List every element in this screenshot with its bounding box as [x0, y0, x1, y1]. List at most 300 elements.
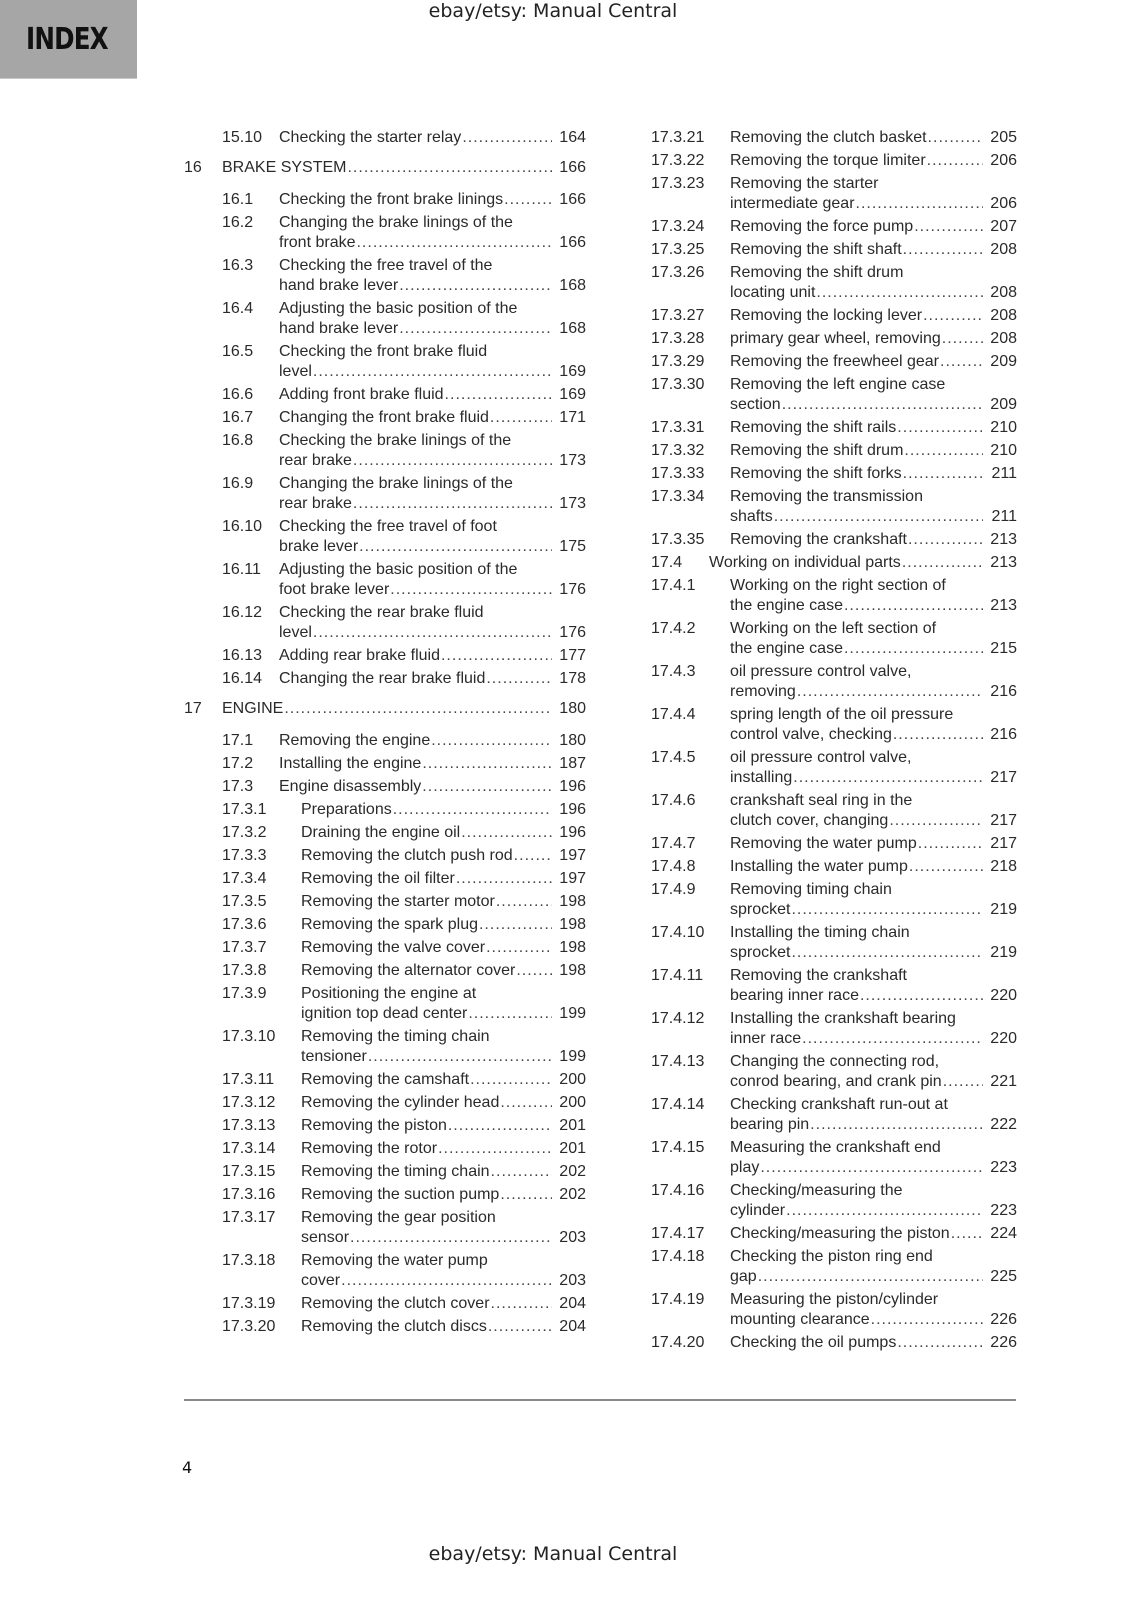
toc-entry[interactable] [184, 1317, 586, 1337]
toc-entry[interactable] [184, 846, 586, 866]
toc-entry-number: 17.4.15 [651, 1139, 705, 1156]
toc-entry-title: Changing the rear brake fluid [279, 670, 486, 687]
toc-entry[interactable] [651, 352, 1017, 372]
toc-entry[interactable] [651, 1247, 1017, 1287]
toc-entry-page: 223 [990, 1202, 1017, 1219]
toc-entry-number: 17.3.22 [651, 152, 705, 169]
toc-entry-title: Changing the front brake fluid [279, 409, 489, 426]
toc-entry-title: level [279, 624, 312, 641]
dot-leader [431, 731, 552, 751]
dot-leader [353, 494, 552, 514]
toc-entry-title: Removing the clutch cover [301, 1295, 490, 1312]
dot-leader [902, 553, 983, 573]
toc-entry-page: 208 [990, 330, 1017, 347]
toc-entry-title: mounting clearance [730, 1311, 870, 1328]
toc-entry-number: 16.6 [222, 386, 254, 403]
toc-entry-number: 17.4.11 [651, 967, 704, 984]
toc-entry[interactable] [184, 961, 586, 981]
dot-leader [468, 1004, 552, 1024]
toc-entry-page: 175 [559, 538, 586, 555]
toc-entry[interactable] [184, 1208, 586, 1248]
toc-entry[interactable] [651, 834, 1017, 854]
toc-entry[interactable] [651, 791, 1017, 831]
toc-entry[interactable] [184, 474, 586, 514]
dot-leader [496, 892, 552, 912]
dot-leader [797, 682, 983, 702]
toc-entry-title: ignition top dead center [301, 1005, 468, 1022]
dot-leader [399, 276, 552, 296]
toc-entry[interactable] [184, 800, 586, 820]
toc-entry-page: 204 [559, 1318, 586, 1335]
toc-entry-title: ENGINE [222, 700, 284, 717]
toc-entry-page: 217 [990, 769, 1017, 786]
toc-entry-title: foot brake lever [279, 581, 390, 598]
toc-entry-number: 17.4.14 [651, 1096, 705, 1113]
toc-entry-title: front brake [279, 234, 356, 251]
toc-entry-number: 17.3.13 [222, 1117, 276, 1134]
dot-leader [491, 1294, 552, 1314]
dot-leader [802, 1029, 983, 1049]
dot-leader [490, 408, 552, 428]
dot-leader [774, 507, 983, 527]
dot-leader [760, 1158, 983, 1178]
toc-entry[interactable] [651, 464, 1017, 484]
dot-leader [782, 395, 983, 415]
toc-entry-number: 17.4.4 [651, 706, 696, 723]
dot-leader [479, 915, 552, 935]
toc-entry-number: 17.3.33 [651, 465, 705, 482]
dot-leader [928, 128, 983, 148]
toc-entry[interactable] [184, 731, 586, 751]
toc-entry-page: 199 [559, 1048, 586, 1065]
toc-entry[interactable] [651, 217, 1017, 237]
toc-entry-title: Removing the cylinder head [301, 1094, 500, 1111]
toc-entry-number: 17.3.12 [222, 1094, 276, 1111]
toc-entry[interactable] [651, 1095, 1017, 1135]
toc-entry-title: removing [730, 683, 796, 700]
toc-entry[interactable] [184, 342, 586, 382]
toc-entry-number: 17.4 [651, 554, 683, 571]
toc-entry-page: 222 [990, 1116, 1017, 1133]
toc-entry-title: Changing the connecting rod, [730, 1053, 940, 1070]
toc-entry-title: locating unit [730, 284, 816, 301]
toc-entry-number: 17.3.30 [651, 376, 705, 393]
toc-entry-title: Removing the transmission [730, 488, 923, 505]
dot-leader [422, 754, 552, 774]
toc-entry-title: Checking the starter relay [279, 129, 462, 146]
dot-leader [313, 362, 552, 382]
toc-entry-page: 220 [990, 987, 1017, 1004]
toc-entry-title: oil pressure control valve, [730, 663, 912, 680]
toc-entry[interactable] [184, 603, 586, 643]
toc-entry[interactable] [184, 938, 586, 958]
toc-entry-number: 17.4.3 [651, 663, 696, 680]
toc-entry[interactable] [184, 517, 586, 557]
toc-entry[interactable] [184, 892, 586, 912]
toc-entry-number: 17.2 [222, 755, 254, 772]
dot-leader [390, 580, 552, 600]
toc-entry-title: sensor [301, 1229, 350, 1246]
dot-leader [909, 857, 983, 877]
toc-entry[interactable] [651, 705, 1017, 745]
toc-entry-page: 196 [559, 778, 586, 795]
toc-entry[interactable] [184, 669, 586, 689]
toc-entry-title: Checking the free travel of the [279, 257, 493, 274]
toc-entry[interactable] [651, 329, 1017, 349]
dot-leader [353, 451, 552, 471]
toc-entry-page: 197 [559, 870, 586, 887]
toc-entry-page: 171 [559, 409, 586, 426]
toc-entry[interactable] [184, 1093, 586, 1113]
toc-entry[interactable] [184, 431, 586, 471]
toc-entry-title: brake lever [279, 538, 359, 555]
toc-entry-page: 216 [990, 683, 1017, 700]
toc-entry-title: Installing the engine [279, 755, 422, 772]
toc-entry-number: 17.4.5 [651, 749, 696, 766]
dot-leader [791, 900, 983, 920]
toc-entry-number: 17.4.19 [651, 1291, 705, 1308]
toc-entry[interactable] [651, 375, 1017, 415]
toc-entry-title: Removing the water pump [301, 1252, 488, 1269]
toc-entry-page: 226 [990, 1311, 1017, 1328]
toc-entry[interactable] [651, 662, 1017, 702]
toc-entry-title: Checking/measuring the [730, 1182, 903, 1199]
toc-entry-number: 17.3.2 [222, 824, 267, 841]
toc-entry[interactable] [184, 190, 586, 210]
toc-entry-page: 213 [990, 554, 1017, 571]
toc-entry-number: 17.3.19 [222, 1295, 276, 1312]
toc-entry[interactable] [184, 1251, 586, 1291]
dot-leader [438, 1139, 552, 1159]
toc-entry-number: 17.3 [222, 778, 254, 795]
toc-entry-title: Removing the locking lever [730, 307, 923, 324]
toc-entry-page: 219 [990, 901, 1017, 918]
toc-entry-page: 217 [990, 835, 1017, 852]
dot-leader [422, 777, 552, 797]
toc-entry-title: Changing the brake linings of the [279, 214, 513, 231]
toc-entry-page: 216 [990, 726, 1017, 743]
toc-entry-page: 168 [559, 320, 586, 337]
toc-entry-title: Removing the suction pump [301, 1186, 500, 1203]
toc-entry-page: 204 [559, 1295, 586, 1312]
toc-entry[interactable] [184, 385, 586, 405]
toc-entry-page: 198 [559, 962, 586, 979]
toc-entry[interactable] [184, 869, 586, 889]
toc-entry-title: BRAKE SYSTEM [222, 159, 347, 176]
toc-entry-number: 17.3.11 [222, 1071, 275, 1088]
dot-leader [897, 418, 983, 438]
toc-entry-page: 205 [990, 129, 1017, 146]
toc-entry-number: 16.10 [222, 518, 263, 535]
toc-entry[interactable] [184, 1185, 586, 1205]
toc-entry-number: 17.3.26 [651, 264, 705, 281]
toc-entry-title: Removing the clutch discs [301, 1318, 487, 1335]
dot-leader [904, 441, 983, 461]
toc-entry[interactable] [651, 553, 1017, 573]
toc-entry-number: 16.12 [222, 604, 263, 621]
toc-entry[interactable] [184, 256, 586, 296]
dot-leader [758, 1267, 983, 1287]
toc-entry[interactable] [651, 1290, 1017, 1330]
footer-watermark: ebay/etsy: Manual Central [428, 1543, 678, 1565]
toc-entry[interactable] [651, 966, 1017, 1006]
toc-entry-number: 16.4 [222, 300, 254, 317]
toc-entry-page: 166 [559, 234, 586, 251]
page-number: 4 [182, 1458, 193, 1477]
toc-entry-number: 17.3.25 [651, 241, 705, 258]
toc-entry-number: 17.4.2 [651, 620, 696, 637]
toc-entry-page: 173 [559, 495, 586, 512]
toc-entry-title: gap [730, 1268, 757, 1285]
toc-entry-title: Working on individual parts [709, 554, 901, 571]
toc-entry[interactable] [184, 823, 586, 843]
toc-entry-number: 17.3.5 [222, 893, 267, 910]
toc-entry-page: 219 [990, 944, 1017, 961]
toc-entry-title: Installing the timing chain [730, 924, 910, 941]
toc-entry-page: 180 [559, 732, 586, 749]
toc-entry-number: 17.3.23 [651, 175, 705, 192]
footer-divider [184, 1399, 1016, 1401]
dot-leader [844, 639, 983, 659]
toc-entry-title: intermediate gear [730, 195, 855, 212]
toc-entry-title: Removing the shift drum [730, 264, 904, 281]
toc-entry[interactable] [651, 857, 1017, 877]
toc-entry-page: 201 [559, 1117, 586, 1134]
toc-entry-title: Removing the piston [301, 1117, 447, 1134]
toc-entry-page: 169 [559, 363, 586, 380]
toc-entry[interactable] [651, 1052, 1017, 1092]
dot-leader [871, 1310, 983, 1330]
toc-entry-page: 180 [559, 700, 586, 717]
toc-entry-title: Removing the shift drum [730, 442, 904, 459]
toc-entry[interactable] [651, 263, 1017, 303]
dot-leader [500, 1093, 552, 1113]
toc-entry-title: Measuring the piston/cylinder [730, 1291, 939, 1308]
dot-leader [462, 128, 552, 148]
toc-entry-title: Removing the clutch basket [730, 129, 927, 146]
toc-entry-title: play [730, 1159, 760, 1176]
toc-entry[interactable] [184, 1294, 586, 1314]
toc-entry-number: 16.11 [222, 561, 261, 578]
toc-entry[interactable] [184, 699, 586, 719]
toc-entry[interactable] [651, 576, 1017, 616]
toc-entry[interactable] [651, 441, 1017, 461]
toc-entry-title: Working on the right section of [730, 577, 946, 594]
toc-entry-title: bearing inner race [730, 987, 859, 1004]
toc-entry-title: Adjusting the basic position of the [279, 300, 518, 317]
toc-entry-page: 203 [559, 1229, 586, 1246]
toc-entry-title: Removing the gear position [301, 1209, 496, 1226]
toc-entry[interactable] [651, 530, 1017, 550]
toc-entry-number: 17.3.20 [222, 1318, 276, 1335]
toc-entry-title: installing [730, 769, 793, 786]
toc-entry-page: 176 [559, 624, 586, 641]
toc-entry[interactable] [184, 560, 586, 600]
dot-leader [903, 464, 983, 484]
toc-entry[interactable] [184, 777, 586, 797]
toc-entry-title: Removing the camshaft [301, 1071, 470, 1088]
dot-leader [940, 352, 983, 372]
toc-entry-page: 169 [559, 386, 586, 403]
dot-leader [810, 1115, 983, 1135]
dot-leader [491, 1162, 552, 1182]
toc-entry-title: Removing timing chain [730, 881, 892, 898]
toc-entry-page: 213 [990, 597, 1017, 614]
dot-leader [951, 1224, 983, 1244]
toc-entry[interactable] [184, 299, 586, 339]
toc-entry-number: 17.3.10 [222, 1028, 276, 1045]
toc-entry-number: 17.4.16 [651, 1182, 705, 1199]
toc-entry-title: Measuring the crankshaft end [730, 1139, 941, 1156]
toc-entry-number: 17.3.6 [222, 916, 267, 933]
toc-entry-number: 16.1 [222, 191, 254, 208]
toc-entry[interactable] [651, 418, 1017, 438]
toc-entry-title: Adjusting the basic position of the [279, 561, 518, 578]
toc-entry[interactable] [651, 128, 1017, 148]
toc-entry-page: 209 [990, 353, 1017, 370]
toc-entry-title: primary gear wheel, removing [730, 330, 941, 347]
toc-entry-title: Removing the spark plug [301, 916, 478, 933]
toc-entry-title: tensioner [301, 1048, 367, 1065]
toc-entry-number: 17.4.12 [651, 1010, 705, 1027]
dot-leader [793, 768, 983, 788]
toc-entry-number: 17.3.1 [222, 801, 267, 818]
toc-entry[interactable] [651, 174, 1017, 214]
dot-leader [516, 961, 552, 981]
toc-entry[interactable] [184, 915, 586, 935]
toc-entry-title: Adding rear brake fluid [279, 647, 440, 664]
dot-leader [889, 811, 983, 831]
toc-entry-number: 17.4.8 [651, 858, 696, 875]
dot-leader [359, 537, 552, 557]
toc-entry-title: shafts [730, 508, 773, 525]
toc-entry[interactable] [184, 1027, 586, 1067]
toc-entry[interactable] [651, 1181, 1017, 1221]
toc-entry[interactable] [651, 151, 1017, 171]
toc-entry-page: 210 [990, 442, 1017, 459]
toc-entry-title: Checking the front brake linings [279, 191, 504, 208]
toc-entry-page: 211 [991, 465, 1017, 482]
toc-entry-page: 224 [990, 1225, 1017, 1242]
toc-entry-title: Removing the left engine case [730, 376, 946, 393]
toc-entry-title: control valve, checking [730, 726, 892, 743]
toc-entry-page: 196 [559, 824, 586, 841]
toc-entry[interactable] [184, 1116, 586, 1136]
toc-entry-page: 202 [559, 1186, 586, 1203]
toc-entry-page: 196 [559, 801, 586, 818]
toc-entry-page: 176 [559, 581, 586, 598]
toc-entry[interactable] [651, 1138, 1017, 1178]
dot-leader [313, 623, 552, 643]
toc-entry-title: Removing the valve cover [301, 939, 486, 956]
toc-entry-title: Removing the alternator cover [301, 962, 516, 979]
toc-entry[interactable] [651, 748, 1017, 788]
toc-entry[interactable] [184, 754, 586, 774]
toc-entry-page: 178 [559, 670, 586, 687]
toc-entry-page: 198 [559, 916, 586, 933]
toc-entry-title: Checking the front brake fluid [279, 343, 488, 360]
dot-leader [341, 1271, 552, 1291]
toc-entry[interactable] [651, 240, 1017, 260]
toc-entry[interactable] [184, 984, 586, 1024]
toc-entry[interactable] [651, 487, 1017, 527]
toc-entry-number: 17.3.31 [651, 419, 705, 436]
toc-entry-title: Removing the starter motor [301, 893, 495, 910]
toc-entry-page: 168 [559, 277, 586, 294]
toc-entry[interactable] [184, 1139, 586, 1159]
toc-entry-title: Engine disassembly [279, 778, 422, 795]
toc-entry[interactable] [184, 1070, 586, 1090]
toc-entry-number: 17.3.21 [651, 129, 705, 146]
toc-entry-page: 223 [990, 1159, 1017, 1176]
toc-entry-number: 17.4.6 [651, 792, 696, 809]
toc-entry-page: 225 [990, 1268, 1017, 1285]
toc-entry[interactable] [184, 646, 586, 666]
toc-entry-number: 16 [184, 159, 202, 176]
toc-left-column [184, 128, 586, 1340]
dot-leader [514, 846, 552, 866]
toc-entry-number: 17.3.32 [651, 442, 705, 459]
toc-entry-title: bearing pin [730, 1116, 810, 1133]
toc-entry[interactable] [651, 619, 1017, 659]
dot-leader [368, 1047, 552, 1067]
toc-entry-number: 16.2 [222, 214, 254, 231]
toc-entry-title: clutch cover, changing [730, 812, 889, 829]
toc-entry-title: Preparations [301, 801, 392, 818]
toc-entry-page: 166 [559, 159, 586, 176]
dot-leader [461, 823, 552, 843]
toc-entry-title: cover [301, 1272, 341, 1289]
dot-leader [903, 240, 983, 260]
toc-entry[interactable] [184, 213, 586, 253]
toc-entry[interactable] [651, 880, 1017, 920]
toc-entry-number: 17.4.7 [651, 835, 696, 852]
toc-entry[interactable] [651, 923, 1017, 963]
toc-entry[interactable] [651, 306, 1017, 326]
toc-entry-number: 17 [184, 700, 202, 717]
toc-entry[interactable] [184, 158, 586, 178]
toc-entry-page: 221 [990, 1073, 1017, 1090]
toc-entry[interactable] [651, 1224, 1017, 1244]
toc-entry-title: Removing the timing chain [301, 1163, 490, 1180]
toc-entry-title: Positioning the engine at [301, 985, 477, 1002]
toc-entry-title: Checking/measuring the piston [730, 1225, 950, 1242]
toc-entry-title: sprocket [730, 901, 791, 918]
toc-entry-page: 166 [559, 191, 586, 208]
toc-entry-page: 187 [559, 755, 586, 772]
toc-entry-page: 209 [990, 396, 1017, 413]
toc-entry-page: 198 [559, 893, 586, 910]
toc-entry-title: Removing the timing chain [301, 1028, 490, 1045]
toc-entry-number: 17.3.14 [222, 1140, 276, 1157]
toc-entry-page: 226 [990, 1334, 1017, 1351]
toc-entry[interactable] [651, 1333, 1017, 1353]
dot-leader [942, 329, 983, 349]
toc-entry[interactable] [651, 1009, 1017, 1049]
toc-entry[interactable] [184, 408, 586, 428]
toc-entry-title: sprocket [730, 944, 791, 961]
toc-entry-page: 198 [559, 939, 586, 956]
toc-entry-number: 17.4.1 [651, 577, 696, 594]
toc-entry[interactable] [184, 1162, 586, 1182]
dot-leader [791, 943, 983, 963]
toc-entry-page: 213 [990, 531, 1017, 548]
dot-leader [918, 834, 983, 854]
dot-leader [456, 869, 552, 889]
dot-leader [486, 938, 552, 958]
toc-entry[interactable] [184, 128, 586, 148]
toc-entry-title: Working on the left section of [730, 620, 937, 637]
